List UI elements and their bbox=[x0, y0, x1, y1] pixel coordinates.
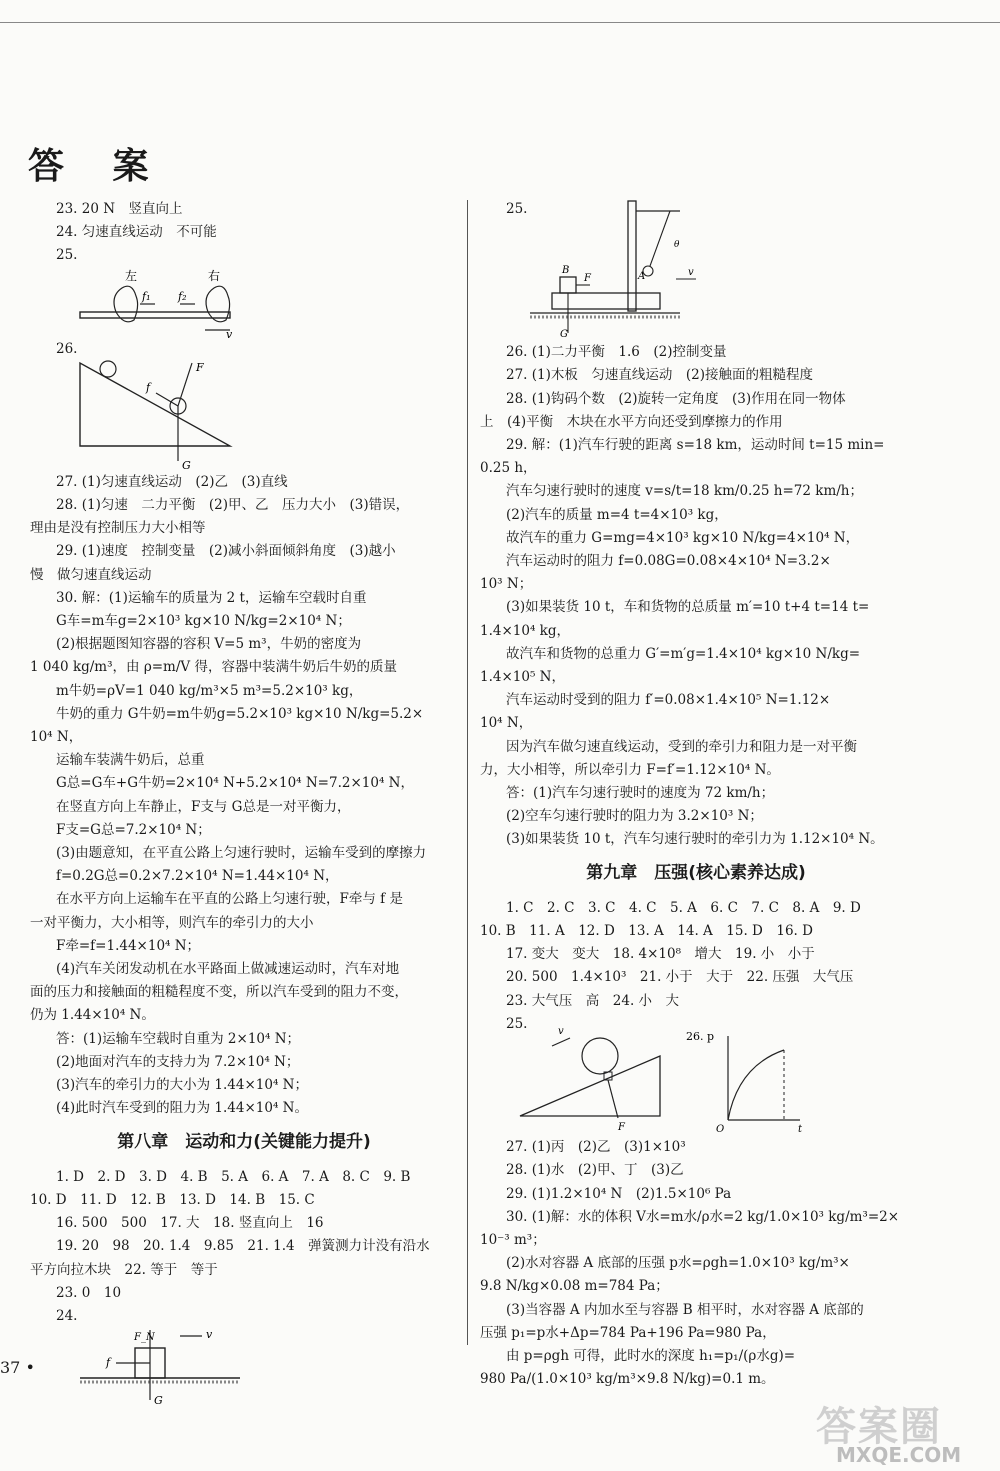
answer-line: 27. (1)丙 (2)乙 (3)1×10³ bbox=[506, 1139, 686, 1156]
answer-line: f=0.2G总=0.2×7.2×10⁴ N=1.44×10⁴ N， bbox=[56, 868, 339, 885]
block-B bbox=[560, 277, 576, 293]
answer-line: (2)汽车的质量 m=4 t=4×10³ kg， bbox=[506, 506, 728, 523]
answer-line: 26. bbox=[56, 340, 78, 357]
answer-line: (2)空车匀速行驶时的阻力为 3.2×10³ N； bbox=[506, 808, 763, 825]
label-F: F bbox=[196, 360, 204, 374]
label-A: A bbox=[638, 271, 646, 283]
arrow-v bbox=[552, 1038, 570, 1046]
answer-line: 25. bbox=[56, 247, 78, 264]
answer-line: 答：(1)汽车匀速行驶时的速度为 72 km/h； bbox=[506, 785, 775, 802]
rod bbox=[80, 312, 230, 318]
answer-line: 慢 做匀速直线运动 bbox=[30, 566, 152, 583]
answer-line: 故汽车和货物的总重力 G′=m′g=1.4×10⁴ kg×10 N/kg= bbox=[506, 645, 861, 662]
answer-line: 24. 匀速直线运动 不可能 bbox=[56, 224, 217, 241]
answer-line: 29. (1)1.2×10⁴ N (2)1.5×10⁶ Pa bbox=[506, 1185, 732, 1202]
answer-line: 19. 20 98 20. 1.4 9.85 21. 1.4 弹簧测力计没有沿水 bbox=[56, 1238, 430, 1255]
answer-line: 答：(1)运输车空载时自重为 2×10⁴ N； bbox=[56, 1030, 301, 1047]
answer-line: 在水平方向上运输车在平直的公路上匀速行驶，F牵与 f 是 bbox=[56, 891, 403, 908]
watermark-sub: MXQE.COM bbox=[836, 1443, 962, 1467]
answer-line: 因为汽车做匀速直线运动，受到的牵引力和阻力是一对平衡 bbox=[506, 738, 857, 755]
label-F: F bbox=[618, 1122, 625, 1134]
answer-line: 牛奶的重力 G牛奶=m牛奶g=5.2×10³ kg×10 N/kg=5.2× bbox=[56, 705, 424, 722]
answer-line: 23. 20 N 竖直向上 bbox=[56, 201, 183, 217]
watermark bbox=[796, 1395, 986, 1465]
label-26-p: 26. p bbox=[686, 1030, 715, 1044]
answer-line: 1.4×10⁴ kg， bbox=[480, 622, 570, 639]
label-F: F bbox=[584, 273, 591, 285]
answer-line: 23. 0 10 bbox=[56, 1284, 122, 1301]
answer-line: 汽车运动时的阻力 f=0.08G=0.08×4×10⁴ N=3.2× bbox=[506, 553, 831, 570]
label-G: G bbox=[560, 329, 568, 341]
label-v: v bbox=[558, 1026, 564, 1038]
arrow-f bbox=[156, 393, 178, 406]
label-G: G bbox=[182, 458, 191, 472]
arrow-F bbox=[178, 363, 192, 406]
answer-line: 10⁴ N， bbox=[30, 729, 83, 746]
figure-25-26-pressure bbox=[480, 1026, 810, 1136]
answer-line: 30. (1)解：水的体积 V水=m水/ρ水=2 kg/1.0×10³ kg/m³=2× bbox=[506, 1208, 900, 1225]
answer-line: 0.25 h， bbox=[480, 460, 537, 477]
answer-line: 仍为 1.44×10⁴ N。 bbox=[30, 1007, 155, 1024]
arrow-F bbox=[608, 1080, 618, 1118]
label-f: f bbox=[146, 380, 151, 394]
answer-line: 由 p=ρgh 可得，此时水的深度 h₁=p₁/(ρ水g)= bbox=[506, 1347, 796, 1364]
answer-line: 25. bbox=[506, 201, 528, 217]
answer-line: F牵=f=1.44×10⁴ N； bbox=[56, 937, 201, 954]
page-title: 答 案 bbox=[28, 145, 167, 187]
column-divider bbox=[467, 200, 468, 1345]
answer-line: 27. (1)木板 匀速直线运动 (2)接触面的粗糙程度 bbox=[506, 367, 814, 384]
answer-line: 27. (1)匀速直线运动 (2)乙 (3)直线 bbox=[56, 473, 288, 490]
left-column bbox=[30, 198, 458, 1408]
label-left: 左 bbox=[125, 268, 138, 283]
answer-line: 16. 500 500 17. 大 18. 竖直向上 16 bbox=[56, 1215, 324, 1232]
answer-line: 1.4×10⁵ N， bbox=[480, 669, 565, 686]
pressure-curve bbox=[728, 1050, 784, 1120]
answer-line: 30. 解：(1)运输车的质量为 2 t，运输车空载时自重 bbox=[56, 589, 367, 606]
figure-25-hands-on-rod bbox=[30, 268, 233, 341]
answer-line: (3)汽车的牵引力的大小为 1.44×10⁴ N； bbox=[56, 1077, 308, 1094]
answer-line: 24. bbox=[56, 1307, 78, 1324]
answer-line: 20. 500 1.4×10³ 21. 小于 大于 22. 压强 大气压 bbox=[506, 969, 854, 986]
answer-line: 980 Pa/(1.0×10³ kg/m³×9.8 N/kg)=0.1 m。 bbox=[480, 1371, 775, 1388]
answer-line: 29. 解：(1)汽车行驶的距离 s=18 km，运动时间 t=15 min= bbox=[506, 437, 885, 454]
label-f1: f₁ bbox=[142, 289, 151, 303]
answer-line: (3)如果装货 10 t，车和货物的总质量 m′=10 t+4 t=14 t= bbox=[506, 599, 870, 616]
figure-26-ball-on-incline bbox=[30, 361, 270, 471]
label-FN: F_N bbox=[134, 1332, 155, 1344]
label-O: O bbox=[716, 1124, 725, 1136]
label-t: t bbox=[798, 1124, 803, 1136]
answer-line: 9.8 N/kg×0.08 m=784 Pa； bbox=[480, 1278, 669, 1295]
label-B: B bbox=[562, 265, 570, 277]
answer-line: (3)当容器 A 内加水至与容器 B 相平时，水对容器 A 底部的 bbox=[506, 1301, 864, 1318]
answer-line: (2)根据题图知容器的容积 V=5 m³，牛奶的密度为 bbox=[56, 636, 362, 653]
answer-line: 力，大小相等，所以牵引力 F=f′=1.12×10⁴ N。 bbox=[480, 761, 780, 778]
answer-line: 23. 大气压 高 24. 小 大 bbox=[506, 992, 680, 1009]
answer-line: 1 040 kg/m³，由 ρ=m/V 得，容器中装满牛奶后牛奶的质量 bbox=[30, 659, 397, 676]
answer-line: 28. (1)钩码个数 (2)旋转一定角度 (3)作用在同一物体 bbox=[506, 390, 846, 407]
answer-line: m牛奶=ρV=1 040 kg/m³×5 m³=5.2×10³ kg， bbox=[56, 682, 363, 699]
watermark-main: 答案圈 bbox=[816, 1404, 942, 1450]
label-G: G bbox=[154, 1394, 163, 1408]
answer-line: 28. (1)水 (2)甲、丁 (3)乙 bbox=[506, 1162, 684, 1179]
answer-line: F支=G总=7.2×10⁴ N； bbox=[56, 821, 211, 838]
answer-line: G车=m车g=2×10³ kg×10 N/kg=2×10⁴ N； bbox=[56, 613, 351, 630]
answer-line: 26. (1)二力平衡 1.6 (2)控制变量 bbox=[506, 344, 727, 361]
answer-line: 理由是没有控制压力大小相等 bbox=[30, 520, 206, 537]
answer-line: (4)汽车关闭发动机在水平路面上做减速运动时，汽车对地 bbox=[56, 961, 400, 978]
label-theta: θ bbox=[674, 240, 680, 251]
label-f: f bbox=[106, 1356, 111, 1370]
figure-25-pendulum-cart bbox=[480, 221, 740, 341]
answer-line: (4)此时汽车受到的阻力为 1.44×10⁴ N。 bbox=[56, 1100, 308, 1117]
page-number: 37 • bbox=[0, 1358, 35, 1377]
answer-line: 故汽车的重力 G=mg=4×10³ kg×10 N/kg=4×10⁴ N， bbox=[506, 529, 860, 546]
answer-line: 10. D 11. D 12. B 13. D 14. B 15. C bbox=[30, 1191, 315, 1208]
answer-line: 汽车匀速行驶时的速度 v=s/t=18 km/0.25 h=72 km/h； bbox=[506, 483, 863, 500]
label-v: v bbox=[688, 267, 694, 279]
left-hand bbox=[114, 286, 138, 322]
answer-line: 1. D 2. D 3. D 4. B 5. A 6. A 7. A 8. C 9. B bbox=[56, 1168, 411, 1185]
answer-line: 29. (1)速度 控制变量 (2)减小斜面倾斜角度 (3)越小 bbox=[56, 543, 396, 560]
top-rule bbox=[0, 22, 1000, 23]
answer-line: (3)由题意知，在平直公路上匀速行驶时，运输车受到的摩擦力 bbox=[56, 845, 427, 862]
answer-line: 25. bbox=[506, 1015, 528, 1032]
ball bbox=[582, 1038, 618, 1074]
figure-24-block-on-ground bbox=[30, 1328, 270, 1408]
answer-line: 10⁴ N， bbox=[480, 715, 533, 732]
chapter-9-heading: 第九章 压强(核心素养达成) bbox=[586, 862, 806, 883]
chapter-8-heading: 第八章 运动和力(关键能力提升) bbox=[117, 1131, 371, 1152]
answer-line: 10. B 11. A 12. D 13. A 14. A 15. D 16. D bbox=[480, 923, 813, 940]
label-v: v bbox=[206, 1328, 213, 1342]
answer-line: (2)地面对汽车的支持力为 7.2×10⁴ N； bbox=[56, 1053, 300, 1070]
answer-line: 汽车运动时受到的阻力 f′=0.08×1.4×10⁵ N=1.12× bbox=[506, 692, 831, 709]
label-v: v bbox=[226, 327, 233, 341]
answer-line: (3)如果装货 10 t，汽车匀速行驶时的牵引力为 1.12×10⁴ N。 bbox=[506, 831, 884, 848]
right-hand bbox=[206, 286, 230, 322]
answer-line: 一对平衡力，大小相等，则汽车的牵引力的大小 bbox=[30, 914, 314, 931]
answer-line: (2)水对容器 A 底部的压强 p水=ρgh=1.0×10³ kg/m³× bbox=[506, 1255, 850, 1272]
right-column bbox=[480, 198, 912, 1391]
label-f2: f₂ bbox=[178, 289, 187, 303]
small-ball bbox=[100, 361, 116, 377]
answer-line: 28. (1)匀速 二力平衡 (2)甲、乙 压力大小 (3)错误， bbox=[56, 497, 410, 514]
answer-line: 平方向拉木块 22. 等于 等于 bbox=[30, 1261, 218, 1278]
answer-line: 在竖直方向上车静止，F支与 G总是一对平衡力， bbox=[56, 798, 351, 815]
answer-line: 上 (4)平衡 木块在水平方向还受到摩擦力的作用 bbox=[480, 413, 783, 430]
answer-line: 10⁻³ m³； bbox=[480, 1231, 546, 1248]
answer-line: 压强 p₁=p水+Δp=784 Pa+196 Pa=980 Pa， bbox=[480, 1324, 776, 1341]
answer-line: 1. C 2. C 3. C 4. C 5. A 6. C 7. C 8. A 9. D bbox=[506, 899, 861, 916]
answer-line: G总=G车+G牛奶=2×10⁴ N+5.2×10⁴ N=7.2×10⁴ N， bbox=[56, 775, 414, 792]
answer-line: 面的压力和接触面的粗糙程度不变，所以汽车受到的阻力不变， bbox=[30, 984, 408, 1001]
incline bbox=[520, 1056, 660, 1116]
label-right: 右 bbox=[208, 268, 221, 283]
answer-line: 10³ N； bbox=[480, 576, 533, 593]
answer-line: 17. 变大 变大 18. 4×10⁸ 增大 19. 小 小于 bbox=[506, 946, 815, 963]
answer-line: 运输车装满牛奶后，总重 bbox=[56, 752, 205, 769]
